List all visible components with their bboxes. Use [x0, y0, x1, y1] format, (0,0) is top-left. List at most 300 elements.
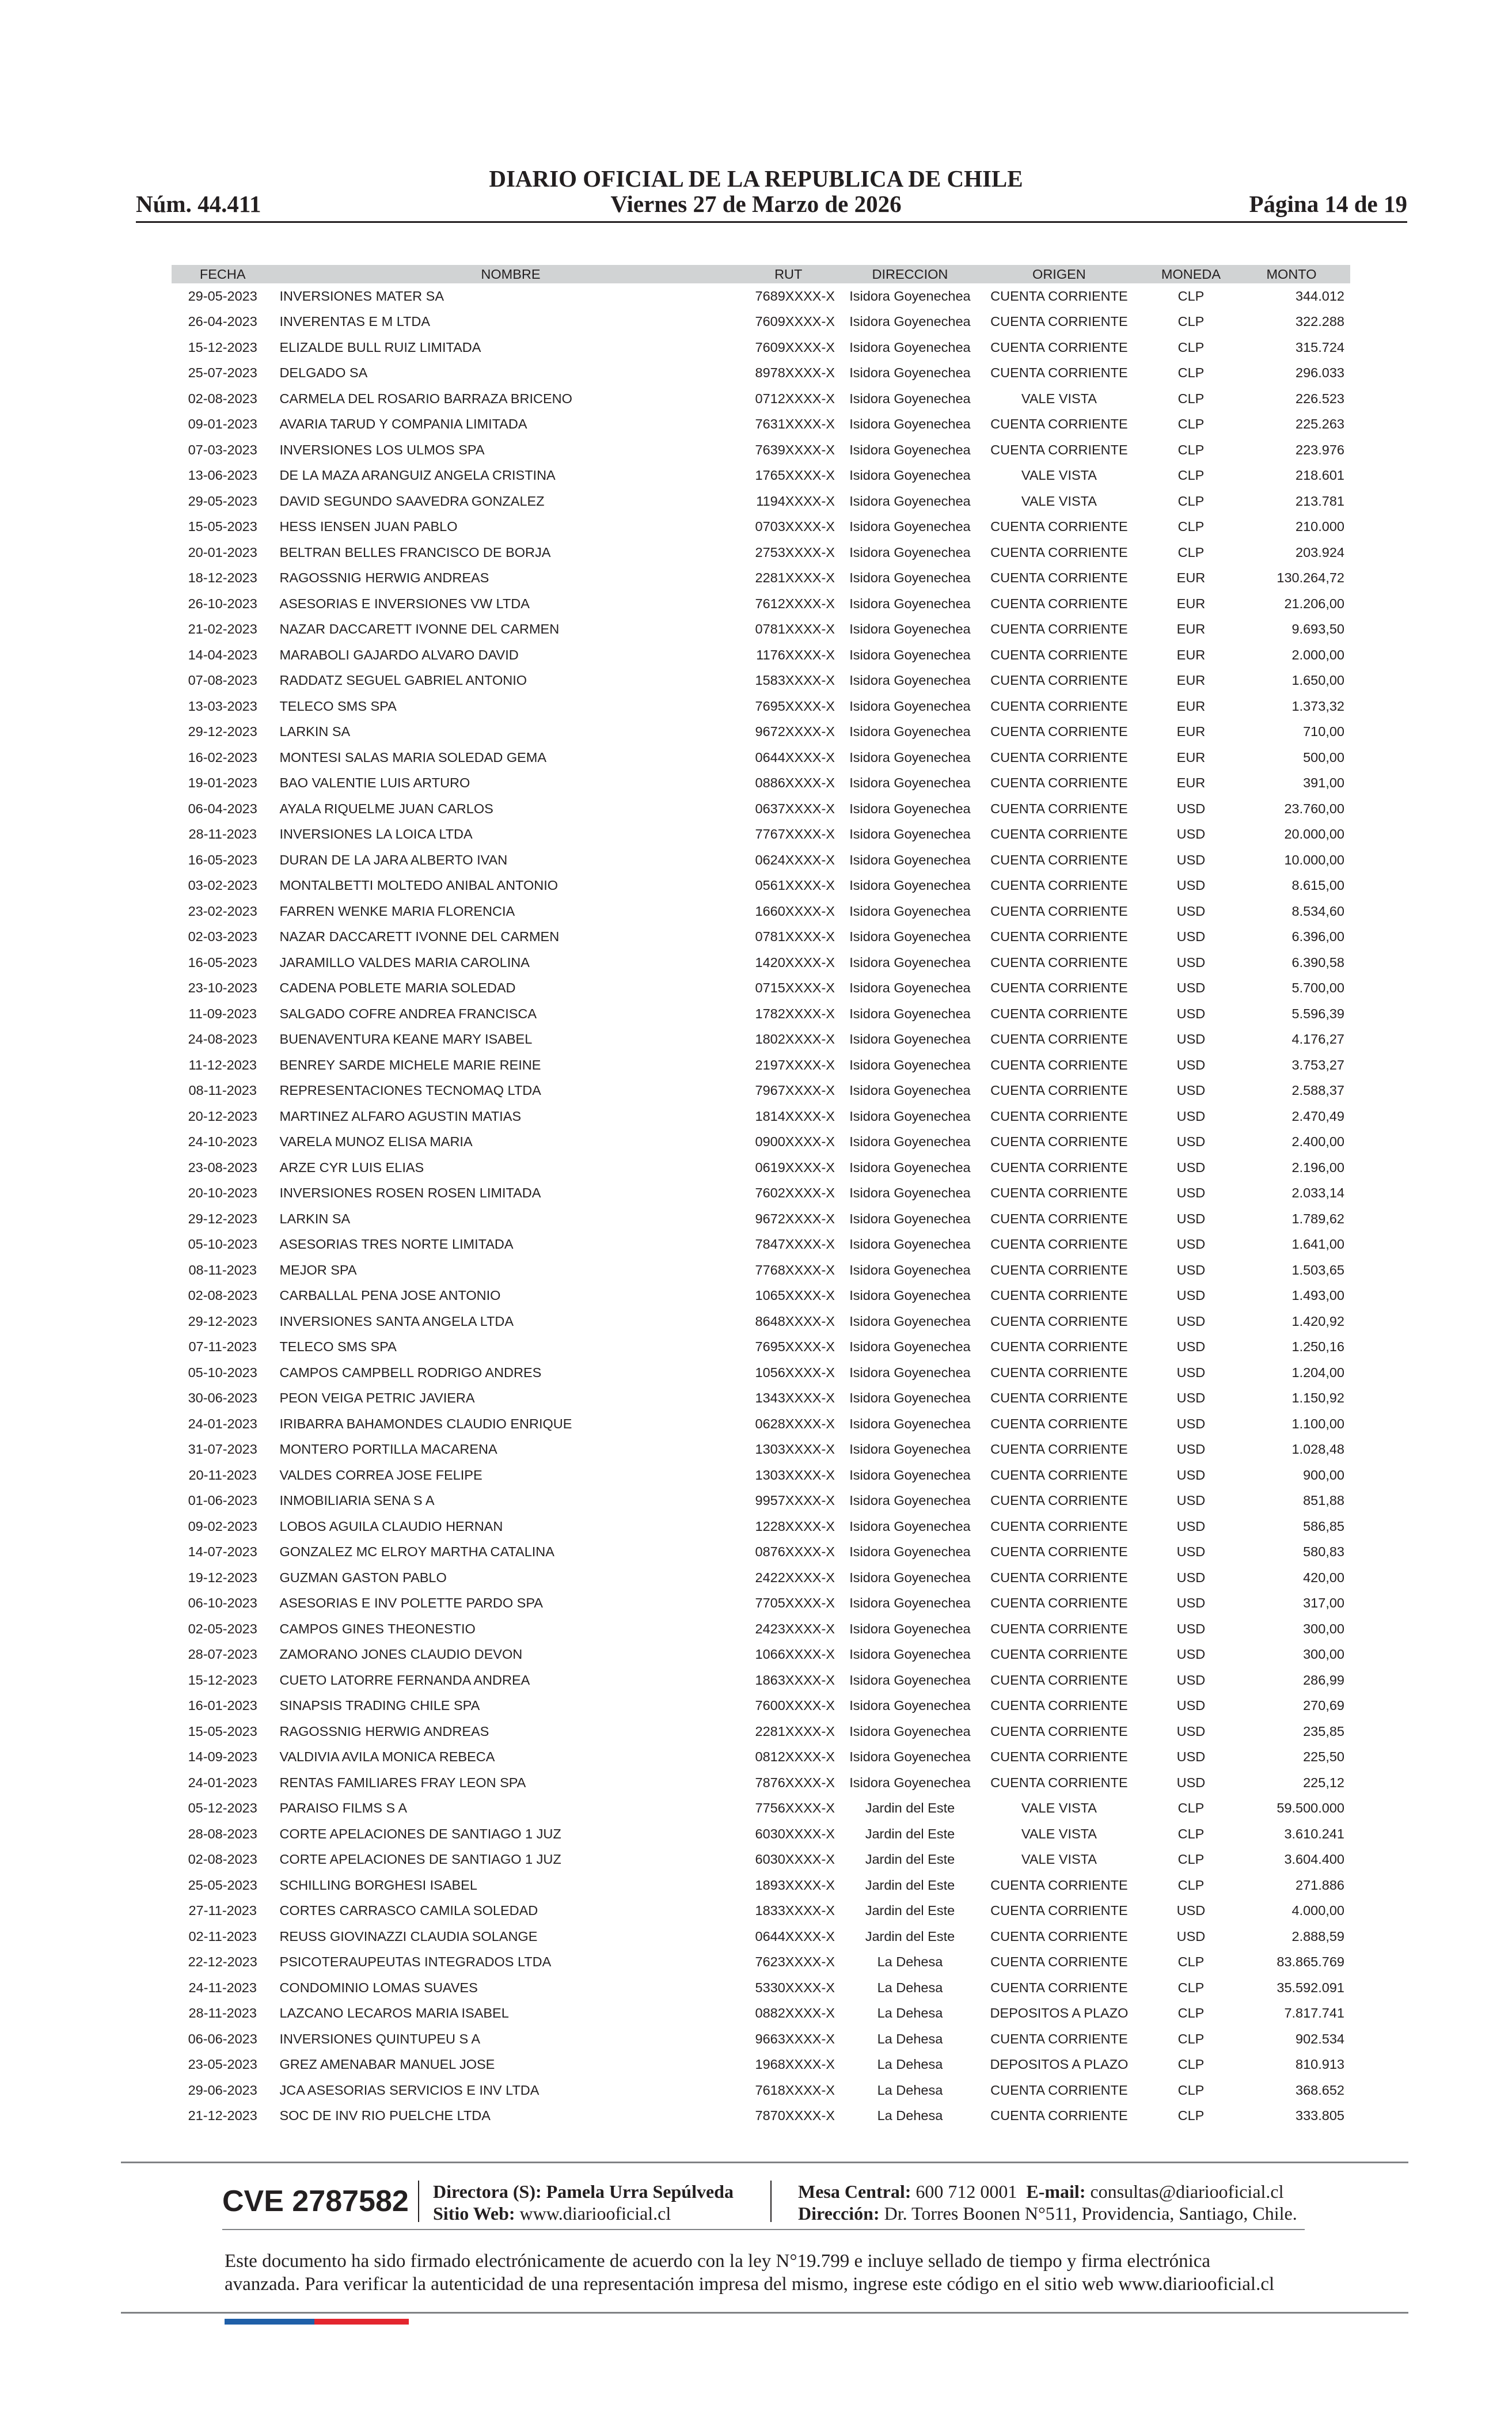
cell-direccion: La Dehesa: [877, 2005, 943, 2021]
cell-fecha: 29-12-2023: [188, 724, 257, 740]
footer-separator: [770, 2181, 772, 2222]
cell-rut: 2423XXXX-X: [755, 1621, 835, 1636]
cell-direccion: La Dehesa: [877, 2082, 943, 2098]
cell-monto: 20.000,00: [1284, 826, 1344, 842]
cell-rut: 5330XXXX-X: [755, 1980, 835, 1995]
cell-fecha: 06-06-2023: [188, 2031, 257, 2046]
cell-fecha: 07-03-2023: [188, 442, 257, 457]
cell-rut: 7768XXXX-X: [755, 1262, 835, 1277]
cell-origen: CUENTA CORRIENTE: [990, 1313, 1128, 1329]
cell-origen: CUENTA CORRIENTE: [990, 1595, 1128, 1611]
cell-nombre: ASESORIAS E INVERSIONES VW LTDA: [279, 596, 530, 611]
cell-direccion: Isidora Goyenechea: [849, 1749, 971, 1765]
cell-fecha: 15-12-2023: [188, 339, 257, 355]
cell-nombre: CORTE APELACIONES DE SANTIAGO 1 JUZ: [279, 1826, 561, 1841]
table-row: [172, 1719, 1350, 1745]
cell-fecha: 13-03-2023: [188, 698, 257, 714]
cell-nombre: INVERSIONES SANTA ANGELA LTDA: [279, 1313, 514, 1329]
cell-direccion: Isidora Goyenechea: [849, 1159, 971, 1175]
cell-fecha: 31-07-2023: [188, 1442, 257, 1457]
cell-monto: 225.263: [1296, 416, 1344, 432]
cell-direccion: Isidora Goyenechea: [849, 1185, 971, 1201]
table-row: [172, 1181, 1350, 1207]
table-row: [172, 463, 1350, 489]
legal-notice: [225, 2250, 1307, 2296]
table-row: [172, 1540, 1350, 1565]
publication-title: DIARIO OFICIAL DE LA REPUBLICA DE CHILE: [489, 165, 1023, 192]
cell-monto: 315.724: [1296, 339, 1344, 355]
table-row: [172, 2077, 1350, 2103]
cell-direccion: Isidora Goyenechea: [849, 1006, 971, 1021]
cell-direccion: Isidora Goyenechea: [849, 801, 971, 816]
table-row: [172, 1437, 1350, 1463]
cell-moneda: USD: [1176, 1339, 1206, 1355]
cell-direccion: Isidora Goyenechea: [849, 749, 971, 765]
table-row: [172, 1514, 1350, 1540]
cell-moneda: CLP: [1177, 544, 1205, 560]
cell-nombre: SALGADO COFRE ANDREA FRANCISCA: [279, 1006, 537, 1021]
cell-monto: 3.604.400: [1284, 1852, 1344, 1867]
cell-fecha: 21-12-2023: [188, 2108, 257, 2124]
cell-nombre: AVARIA TARUD Y COMPANIA LIMITADA: [279, 416, 527, 432]
cell-nombre: RADDATZ SEGUEL GABRIEL ANTONIO: [279, 673, 527, 688]
cell-nombre: JCA ASESORIAS SERVICIOS E INV LTDA: [279, 2082, 540, 2098]
cell-monto: 344.012: [1296, 288, 1344, 304]
website-link[interactable]: www.diariooficial.cl: [519, 2203, 671, 2224]
cell-origen: CUENTA CORRIENTE: [990, 2031, 1128, 2046]
table-row: [172, 1872, 1350, 1898]
cell-origen: CUENTA CORRIENTE: [990, 1980, 1128, 1995]
cell-nombre: DELGADO SA: [279, 365, 368, 381]
cell-fecha: 09-01-2023: [188, 416, 257, 432]
cell-monto: 1.420,92: [1291, 1313, 1344, 1329]
table-row: [172, 386, 1350, 412]
email-link[interactable]: consultas@diariooficial.cl: [1090, 2181, 1284, 2202]
footer-bottom-divider: [121, 2312, 1408, 2314]
cell-fecha: 29-12-2023: [188, 1211, 257, 1226]
cell-monto: 317,00: [1303, 1595, 1344, 1611]
cell-moneda: USD: [1176, 1775, 1206, 1790]
table-row: [172, 693, 1350, 719]
cell-nombre: INVERSIONES QUINTUPEU S A: [279, 2031, 481, 2046]
cell-moneda: USD: [1176, 1032, 1206, 1047]
cell-origen: CUENTA CORRIENTE: [990, 1621, 1128, 1636]
cell-origen: CUENTA CORRIENTE: [990, 801, 1128, 816]
cell-fecha: 14-09-2023: [188, 1749, 257, 1765]
footer-separator: [418, 2181, 419, 2222]
cell-origen: CUENTA CORRIENTE: [990, 1672, 1128, 1688]
cell-nombre: BUENAVENTURA KEANE MARY ISABEL: [279, 1032, 533, 1047]
phone-value: 600 712 0001: [915, 2181, 1017, 2202]
table-row: [172, 437, 1350, 463]
cell-rut: 0882XXXX-X: [755, 2005, 835, 2021]
table-row: [172, 1104, 1350, 1129]
cell-origen: CUENTA CORRIENTE: [990, 1185, 1128, 1201]
cell-monto: 4.176,27: [1291, 1032, 1344, 1047]
cell-direccion: Isidora Goyenechea: [849, 442, 971, 457]
cell-moneda: USD: [1176, 1698, 1206, 1713]
cell-moneda: USD: [1176, 1134, 1206, 1150]
cell-moneda: USD: [1176, 1569, 1206, 1585]
cell-direccion: La Dehesa: [877, 2108, 943, 2124]
cell-rut: 2197XXXX-X: [755, 1057, 835, 1072]
cell-direccion: Isidora Goyenechea: [849, 1569, 971, 1585]
cell-fecha: 14-04-2023: [188, 647, 257, 662]
cell-origen: VALE VISTA: [1021, 1800, 1097, 1816]
cell-nombre: GREZ AMENABAR MANUEL JOSE: [279, 2057, 495, 2072]
cell-origen: CUENTA CORRIENTE: [990, 1134, 1128, 1150]
cell-monto: 5.700,00: [1291, 980, 1344, 996]
cell-rut: 7639XXXX-X: [755, 442, 835, 457]
cell-monto: 10.000,00: [1284, 852, 1344, 867]
cell-fecha: 02-11-2023: [188, 1928, 257, 1944]
cell-rut: 2281XXXX-X: [755, 570, 835, 586]
cell-monto: 580,83: [1303, 1544, 1344, 1560]
cell-nombre: CADENA POBLETE MARIA SOLEDAD: [279, 980, 516, 996]
cell-rut: 7618XXXX-X: [755, 2082, 835, 2098]
column-header-direccion: DIRECCION: [872, 266, 948, 282]
cell-direccion: Isidora Goyenechea: [849, 1518, 971, 1534]
cell-origen: DEPOSITOS A PLAZO: [990, 2005, 1129, 2021]
cell-monto: 213.781: [1296, 493, 1344, 509]
cell-moneda: USD: [1176, 1288, 1206, 1303]
cell-nombre: CUETO LATORRE FERNANDA ANDREA: [279, 1672, 530, 1688]
cell-monto: 218.601: [1296, 468, 1344, 483]
footer-contact-block: [798, 2181, 1297, 2224]
cell-moneda: USD: [1176, 903, 1206, 919]
cell-rut: 0781XXXX-X: [755, 929, 835, 945]
cell-moneda: USD: [1176, 980, 1206, 996]
cell-rut: 1343XXXX-X: [755, 1390, 835, 1406]
table-row: [172, 1078, 1350, 1104]
cell-origen: CUENTA CORRIENTE: [990, 621, 1128, 637]
cell-direccion: La Dehesa: [877, 2031, 943, 2046]
cell-direccion: Isidora Goyenechea: [849, 980, 971, 996]
cell-origen: CUENTA CORRIENTE: [990, 1416, 1128, 1431]
cell-direccion: Isidora Goyenechea: [849, 1313, 971, 1329]
cell-moneda: EUR: [1176, 570, 1206, 586]
cell-rut: 6030XXXX-X: [755, 1852, 835, 1867]
cell-fecha: 16-01-2023: [188, 1698, 257, 1713]
cell-direccion: Jardin del Este: [865, 1903, 955, 1918]
cell-direccion: Isidora Goyenechea: [849, 1442, 971, 1457]
cell-moneda: USD: [1176, 1723, 1206, 1739]
cell-origen: CUENTA CORRIENTE: [990, 1288, 1128, 1303]
cell-monto: 1.250,16: [1291, 1339, 1344, 1355]
table-row: [172, 412, 1350, 438]
cell-fecha: 19-12-2023: [188, 1569, 257, 1585]
table-row: [172, 1386, 1350, 1412]
address-value: Dr. Torres Boonen N°511, Providencia, Santiago, Chile.: [884, 2203, 1297, 2224]
cell-nombre: PSICOTERAUPEUTAS INTEGRADOS LTDA: [279, 1954, 552, 1970]
cell-monto: 2.888,59: [1291, 1928, 1344, 1944]
cell-monto: 500,00: [1303, 749, 1344, 765]
cell-nombre: MARTINEZ ALFARO AGUSTIN MATIAS: [279, 1108, 522, 1124]
cell-fecha: 24-10-2023: [188, 1134, 257, 1150]
cell-fecha: 16-05-2023: [188, 954, 257, 970]
cell-monto: 8.534,60: [1291, 903, 1344, 919]
cell-direccion: Isidora Goyenechea: [849, 1083, 971, 1098]
table-row: [172, 309, 1350, 335]
table-row: [172, 488, 1350, 514]
cell-fecha: 28-11-2023: [188, 2005, 257, 2021]
cell-fecha: 02-05-2023: [188, 1621, 257, 1636]
cell-rut: 7847XXXX-X: [755, 1237, 835, 1252]
cell-direccion: Isidora Goyenechea: [849, 1493, 971, 1508]
cell-fecha: 20-10-2023: [188, 1185, 257, 1201]
cell-rut: 9672XXXX-X: [755, 1211, 835, 1226]
cell-rut: 7609XXXX-X: [755, 314, 835, 329]
cell-monto: 225,50: [1303, 1749, 1344, 1765]
cell-origen: CUENTA CORRIENTE: [990, 1339, 1128, 1355]
cell-rut: 7695XXXX-X: [755, 1339, 835, 1355]
cell-origen: CUENTA CORRIENTE: [990, 903, 1128, 919]
cell-moneda: CLP: [1177, 1954, 1205, 1970]
cell-direccion: Isidora Goyenechea: [849, 1288, 971, 1303]
cell-monto: 6.390,58: [1291, 954, 1344, 970]
cell-fecha: 02-08-2023: [188, 1288, 257, 1303]
table-row: [172, 924, 1350, 950]
cell-moneda: USD: [1176, 1211, 1206, 1226]
cell-monto: 296.033: [1296, 365, 1344, 381]
table-row: [172, 1027, 1350, 1053]
cell-direccion: Isidora Goyenechea: [849, 1595, 971, 1611]
table-row: [172, 566, 1350, 592]
cell-direccion: Jardin del Este: [865, 1800, 955, 1816]
cell-moneda: CLP: [1177, 2031, 1205, 2046]
cell-direccion: Isidora Goyenechea: [849, 1237, 971, 1252]
cell-monto: 2.470,49: [1291, 1108, 1344, 1124]
cell-direccion: Isidora Goyenechea: [849, 826, 971, 842]
cell-nombre: VALDES CORREA JOSE FELIPE: [279, 1467, 483, 1483]
cell-origen: CUENTA CORRIENTE: [990, 1211, 1128, 1226]
cell-rut: 1583XXXX-X: [755, 673, 835, 688]
cell-nombre: CORTE APELACIONES DE SANTIAGO 1 JUZ: [279, 1852, 561, 1867]
cell-direccion: Isidora Goyenechea: [849, 673, 971, 688]
cell-rut: 7600XXXX-X: [755, 1698, 835, 1713]
cell-origen: CUENTA CORRIENTE: [990, 544, 1128, 560]
cell-direccion: Isidora Goyenechea: [849, 390, 971, 406]
cell-moneda: USD: [1176, 1006, 1206, 1021]
cell-monto: 900,00: [1303, 1467, 1344, 1483]
cell-monto: 2.196,00: [1291, 1159, 1344, 1175]
cell-direccion: Jardin del Este: [865, 1852, 955, 1867]
table-row: [172, 1488, 1350, 1514]
cell-rut: 0561XXXX-X: [755, 878, 835, 893]
cell-nombre: SCHILLING BORGHESI ISABEL: [279, 1877, 477, 1893]
cell-origen: VALE VISTA: [1021, 1826, 1097, 1841]
cell-rut: 9957XXXX-X: [755, 1493, 835, 1508]
cell-origen: CUENTA CORRIENTE: [990, 314, 1128, 329]
cell-rut: 0637XXXX-X: [755, 801, 835, 816]
cell-nombre: INVERSIONES LOS ULMOS SPA: [279, 442, 485, 457]
table-row: [172, 591, 1350, 617]
cell-rut: 9663XXXX-X: [755, 2031, 835, 2046]
cell-nombre: JARAMILLO VALDES MARIA CAROLINA: [279, 954, 530, 970]
cell-origen: CUENTA CORRIENTE: [990, 1493, 1128, 1508]
cell-nombre: CORTES CARRASCO CAMILA SOLEDAD: [279, 1903, 538, 1918]
cell-origen: CUENTA CORRIENTE: [990, 1954, 1128, 1970]
cell-direccion: Isidora Goyenechea: [849, 852, 971, 867]
table-row: [172, 1924, 1350, 1950]
cell-fecha: 16-05-2023: [188, 852, 257, 867]
cell-nombre: INVERENTAS E M LTDA: [279, 314, 431, 329]
table-row: [172, 1693, 1350, 1719]
cell-moneda: USD: [1176, 1493, 1206, 1508]
cell-nombre: PARAISO FILMS S A: [279, 1800, 408, 1816]
cell-origen: CUENTA CORRIENTE: [990, 929, 1128, 945]
cell-rut: 0886XXXX-X: [755, 775, 835, 791]
cell-fecha: 20-12-2023: [188, 1108, 257, 1124]
cell-monto: 1.641,00: [1291, 1237, 1344, 1252]
cell-rut: 0619XXXX-X: [755, 1159, 835, 1175]
table-row: [172, 847, 1350, 873]
cell-moneda: CLP: [1177, 365, 1205, 381]
cell-origen: CUENTA CORRIENTE: [990, 2108, 1128, 2124]
cell-fecha: 16-02-2023: [188, 749, 257, 765]
table-row: [172, 1770, 1350, 1796]
cell-origen: CUENTA CORRIENTE: [990, 1057, 1128, 1072]
cell-origen: CUENTA CORRIENTE: [990, 1569, 1128, 1585]
cell-moneda: USD: [1176, 1749, 1206, 1765]
cell-rut: 1065XXXX-X: [755, 1288, 835, 1303]
cell-nombre: LARKIN SA: [279, 1211, 351, 1226]
cell-fecha: 08-11-2023: [188, 1083, 257, 1098]
cell-nombre: REPRESENTACIONES TECNOMAQ LTDA: [279, 1083, 541, 1098]
cell-origen: VALE VISTA: [1021, 1852, 1097, 1867]
cell-moneda: CLP: [1177, 1852, 1205, 1867]
cell-fecha: 02-08-2023: [188, 1852, 257, 1867]
cell-rut: 2422XXXX-X: [755, 1569, 835, 1585]
cell-monto: 226.523: [1296, 390, 1344, 406]
cell-fecha: 01-06-2023: [188, 1493, 257, 1508]
cell-rut: 1968XXXX-X: [755, 2057, 835, 2072]
cell-direccion: Isidora Goyenechea: [849, 724, 971, 740]
cell-origen: CUENTA CORRIENTE: [990, 288, 1128, 304]
cell-moneda: CLP: [1177, 493, 1205, 509]
cell-monto: 4.000,00: [1291, 1903, 1344, 1918]
cell-nombre: INMOBILIARIA SENA S A: [279, 1493, 435, 1508]
address-label: Dirección:: [798, 2203, 880, 2224]
cell-direccion: Isidora Goyenechea: [849, 775, 971, 791]
cell-origen: CUENTA CORRIENTE: [990, 749, 1128, 765]
cell-monto: 810.913: [1296, 2057, 1344, 2072]
cell-rut: 1303XXXX-X: [755, 1467, 835, 1483]
header-divider: [136, 221, 1407, 223]
cell-nombre: CARBALLAL PENA JOSE ANTONIO: [279, 1288, 501, 1303]
director-label: Directora (S):: [433, 2181, 542, 2202]
cell-rut: 7705XXXX-X: [755, 1595, 835, 1611]
cell-fecha: 23-05-2023: [188, 2057, 257, 2072]
cell-nombre: MEJOR SPA: [279, 1262, 357, 1277]
table-row: [172, 771, 1350, 797]
cell-origen: CUENTA CORRIENTE: [990, 647, 1128, 662]
cell-nombre: DURAN DE LA JARA ALBERTO IVAN: [279, 852, 508, 867]
cell-direccion: Isidora Goyenechea: [849, 1339, 971, 1355]
cell-direccion: Isidora Goyenechea: [849, 1621, 971, 1636]
cell-moneda: USD: [1176, 1313, 1206, 1329]
cell-direccion: Isidora Goyenechea: [849, 314, 971, 329]
cell-origen: CUENTA CORRIENTE: [990, 1903, 1128, 1918]
cell-direccion: Isidora Goyenechea: [849, 1057, 971, 1072]
cell-rut: 0900XXXX-X: [755, 1134, 835, 1150]
cell-moneda: USD: [1176, 1237, 1206, 1252]
cell-direccion: Isidora Goyenechea: [849, 647, 971, 662]
cell-origen: CUENTA CORRIENTE: [990, 775, 1128, 791]
table-row: [172, 540, 1350, 566]
table-row: [172, 1206, 1350, 1232]
cell-rut: 1802XXXX-X: [755, 1032, 835, 1047]
cell-monto: 1.789,62: [1291, 1211, 1344, 1226]
cell-origen: CUENTA CORRIENTE: [990, 1928, 1128, 1944]
cell-moneda: EUR: [1176, 749, 1206, 765]
cell-monto: 368.652: [1296, 2082, 1344, 2098]
cell-moneda: USD: [1176, 1928, 1206, 1944]
cell-nombre: MONTERO PORTILLA MACARENA: [279, 1442, 497, 1457]
cell-monto: 286,99: [1303, 1672, 1344, 1688]
cell-monto: 7.817.741: [1284, 2005, 1344, 2021]
cell-direccion: Isidora Goyenechea: [849, 1723, 971, 1739]
cell-rut: 2753XXXX-X: [755, 544, 835, 560]
cell-origen: CUENTA CORRIENTE: [990, 878, 1128, 893]
cell-nombre: CONDOMINIO LOMAS SUAVES: [279, 1980, 478, 1995]
page-indicator: Página 14 de 19: [1249, 191, 1407, 217]
cell-nombre: MONTALBETTI MOLTEDO ANIBAL ANTONIO: [279, 878, 559, 893]
cell-moneda: EUR: [1176, 621, 1206, 637]
cell-rut: 7695XXXX-X: [755, 698, 835, 714]
cell-nombre: FARREN WENKE MARIA FLORENCIA: [279, 903, 515, 919]
cell-direccion: Isidora Goyenechea: [849, 1698, 971, 1713]
email-label: E-mail:: [1026, 2181, 1086, 2202]
cell-monto: 6.396,00: [1291, 929, 1344, 945]
cell-moneda: EUR: [1176, 698, 1206, 714]
cell-rut: 7623XXXX-X: [755, 1954, 835, 1970]
cell-fecha: 02-03-2023: [188, 929, 257, 945]
cell-nombre: RAGOSSNIG HERWIG ANDREAS: [279, 570, 489, 586]
cell-moneda: EUR: [1176, 724, 1206, 740]
cell-nombre: CARMELA DEL ROSARIO BARRAZA BRICENO: [279, 390, 572, 406]
cell-fecha: 29-05-2023: [188, 288, 257, 304]
cell-monto: 210.000: [1296, 519, 1344, 534]
cell-moneda: USD: [1176, 1416, 1206, 1431]
cell-nombre: ELIZALDE BULL RUIZ LIMITADA: [279, 339, 481, 355]
cell-rut: 1814XXXX-X: [755, 1108, 835, 1124]
website-label: Sitio Web:: [433, 2203, 515, 2224]
cell-direccion: La Dehesa: [877, 2057, 943, 2072]
cell-nombre: TELECO SMS SPA: [279, 1339, 397, 1355]
cell-direccion: Isidora Goyenechea: [849, 544, 971, 560]
column-header-origen: ORIGEN: [1032, 266, 1086, 282]
cell-fecha: 06-04-2023: [188, 801, 257, 816]
cell-rut: 0644XXXX-X: [755, 749, 835, 765]
cell-monto: 2.588,37: [1291, 1083, 1344, 1098]
cell-moneda: EUR: [1176, 596, 1206, 611]
cell-monto: 300,00: [1303, 1647, 1344, 1662]
cell-monto: 271.886: [1296, 1877, 1344, 1893]
cell-moneda: USD: [1176, 1262, 1206, 1277]
cell-fecha: 25-07-2023: [188, 365, 257, 381]
cell-rut: 7756XXXX-X: [755, 1800, 835, 1816]
cell-fecha: 21-02-2023: [188, 621, 257, 637]
cell-direccion: Isidora Goyenechea: [849, 1262, 971, 1277]
cell-rut: 1194XXXX-X: [756, 493, 835, 509]
cell-moneda: CLP: [1177, 416, 1205, 432]
cell-origen: CUENTA CORRIENTE: [990, 1032, 1128, 1047]
cell-nombre: VARELA MUNOZ ELISA MARIA: [279, 1134, 473, 1150]
cell-direccion: Isidora Goyenechea: [849, 493, 971, 509]
cell-rut: 8978XXXX-X: [755, 365, 835, 381]
cell-fecha: 23-08-2023: [188, 1159, 257, 1175]
